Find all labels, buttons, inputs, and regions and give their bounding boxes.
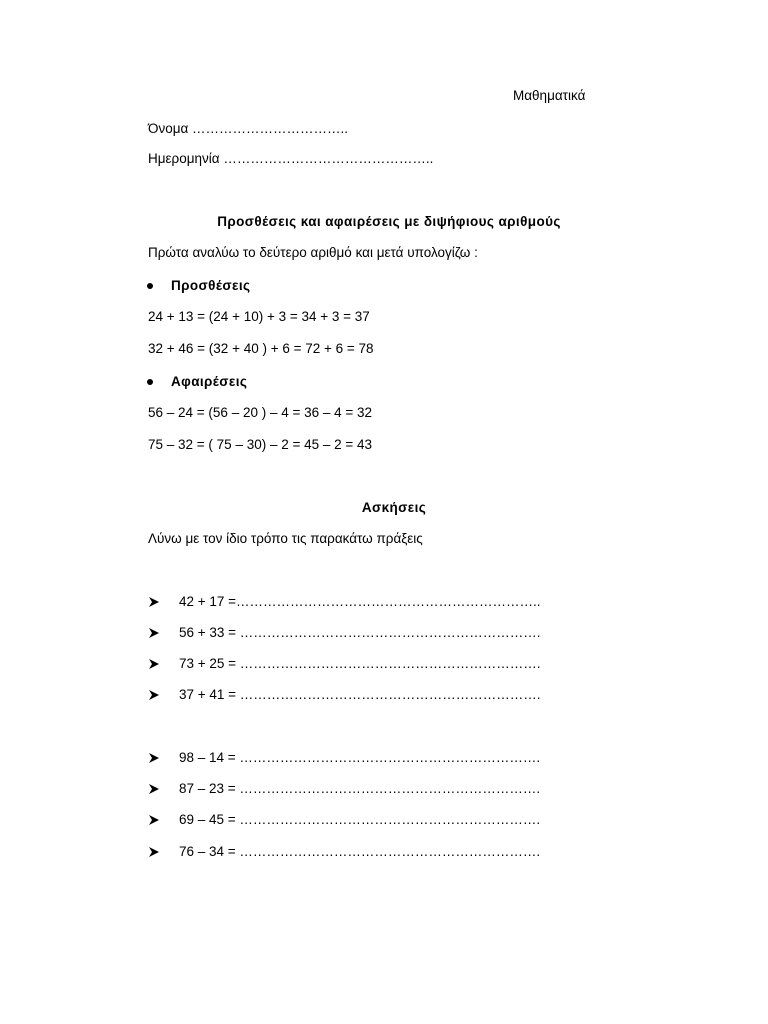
exercises-instruction: Λύνω με τον ίδιο τρόπο τις παρακάτω πράξεις: [148, 531, 423, 546]
subject-label: Μαθηματικά: [513, 88, 586, 103]
arrow-bullet-icon: [148, 658, 160, 670]
lesson-title: Προσθέσεις και αφαιρέσεις με διψήφιους αριθμούς: [217, 214, 561, 229]
exercise-item: 56 + 33 = ………………………………………………………….: [179, 625, 541, 640]
arrow-bullet-icon: [148, 846, 160, 858]
addition-example: 24 + 13 = (24 + 10) + 3 = 34 + 3 = 37: [148, 309, 370, 324]
bullet-icon: [147, 283, 153, 289]
subtraction-example: 56 – 24 = (56 – 20 ) – 4 = 36 – 4 = 32: [148, 405, 373, 420]
subtraction-example: 75 – 32 = ( 75 – 30) – 2 = 45 – 2 = 43: [148, 437, 373, 452]
name-line: Όνομα ……………………………..: [148, 121, 349, 136]
arrow-bullet-icon: [148, 689, 160, 701]
addition-example: 32 + 46 = (32 + 40 ) + 6 = 72 + 6 = 78: [148, 341, 374, 356]
arrow-bullet-icon: [148, 627, 160, 639]
bullet-icon: [147, 379, 153, 385]
exercise-item: 69 – 45 = ………………………………………………………….: [179, 812, 541, 827]
arrow-bullet-icon: [148, 783, 160, 795]
exercises-title: Ασκήσεις: [361, 500, 427, 515]
arrow-bullet-icon: [148, 596, 160, 608]
exercise-item: 42 + 17 =…………………………………………………………..: [179, 594, 541, 609]
additions-heading: Προσθέσεις: [171, 278, 251, 293]
date-line: Ημερομηνία ………………………………………..: [148, 151, 434, 166]
exercise-item: 37 + 41 = ………………………………………………………….: [179, 687, 541, 702]
exercise-item: 98 – 14 = ………………………………………………………….: [179, 750, 541, 765]
subtractions-heading: Αφαιρέσεις: [171, 374, 248, 389]
exercise-item: 87 – 23 = ………………………………………………………….: [179, 781, 541, 796]
lesson-intro: Πρώτα αναλύω το δεύτερο αριθμό και μετά υπολογίζω :: [148, 245, 478, 260]
exercise-item: 73 + 25 = ………………………………………………………….: [179, 656, 541, 671]
arrow-bullet-icon: [148, 752, 160, 764]
arrow-bullet-icon: [148, 814, 160, 826]
exercise-item: 76 – 34 = ………………………………………………………….: [179, 844, 541, 859]
